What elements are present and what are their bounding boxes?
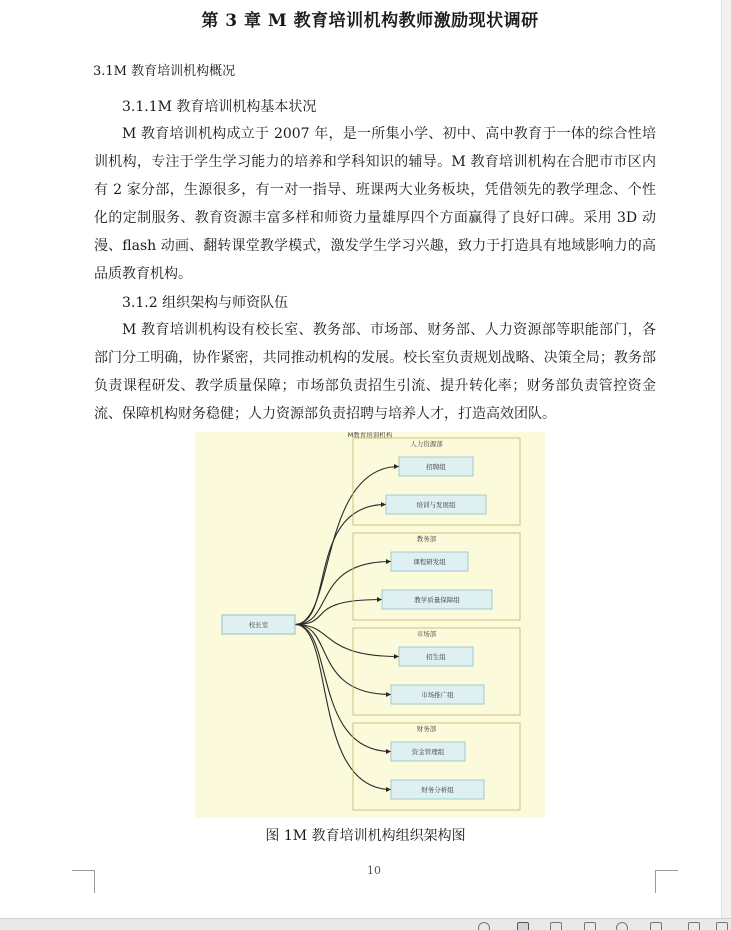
group-label-2: 教务部 bbox=[416, 535, 437, 543]
group-label-3: 市场部 bbox=[416, 630, 437, 638]
child-node-label: 课程研发组 bbox=[413, 558, 446, 566]
root-node-label: 校长室 bbox=[248, 621, 269, 629]
vertical-scrollbar[interactable] bbox=[721, 0, 731, 918]
org-chart-figure bbox=[195, 432, 545, 818]
root-node bbox=[222, 615, 295, 634]
child-node-label: 教学质量保障组 bbox=[414, 596, 460, 604]
subsection-heading-2: 3.1.2 组织架构与师资队伍 bbox=[122, 295, 289, 311]
child-node-label: 资金管理组 bbox=[411, 748, 445, 756]
paragraph-1: M 教育培训机构成立于 2007 年，是一所集小学、初中、高中教育于一体的综合性培训机构，专注于学生学习能力的培养和学科知识的辅导。M 教育培训机构在合肥市市区内有 2 家分部，生源很多，有一对一指导、班课两大业务板块，凭借领先的教学理念、个性化的定制服务、教育资源丰富多样和师资力量雄厚四个方面赢得了良好口碑。采用 3D 动漫、flash 动画、翻转课堂教学模式，激发学生学习兴趣，致力于打造具有地域影响力的高品质教育机构。 bbox=[94, 126, 656, 282]
child-node-label: 市场推广组 bbox=[421, 691, 454, 699]
child-node-label: 财务分析组 bbox=[421, 786, 454, 794]
page-number: 10 bbox=[367, 864, 381, 877]
figure-title: M教育培训机构 bbox=[347, 432, 393, 439]
subsection-heading-1: 3.1.1M 教育培训机构基本状况 bbox=[122, 99, 317, 115]
paragraph-2: M 教育培训机构设有校长室、教务部、市场部、财务部、人力资源部等职能部门，各部门分工明确，协作紧密，共同推动机构的发展。校长室负责规划战略、决策全局；教务部负责课程研发、教学质量保障；市场部负责招生引流、提升转化率；财务部负责管控资金流、保障机构财务稳健；人力资源部负责招聘与培养人才，打造高效团队。 bbox=[94, 322, 656, 422]
crop-mark-left bbox=[72, 870, 95, 893]
status-bar bbox=[0, 918, 731, 930]
crop-mark-right bbox=[655, 870, 678, 893]
child-node-label: 招聘组 bbox=[426, 463, 446, 471]
figure-caption: 图 1M 教育培训机构组织架构图 bbox=[265, 828, 466, 844]
group-label-4: 财务部 bbox=[416, 725, 437, 733]
group-label-1: 人力资源部 bbox=[410, 440, 443, 448]
chapter-title: 第 3 章 M 教育培训机构教师激励现状调研 bbox=[201, 11, 539, 31]
child-node-label: 招生组 bbox=[426, 653, 446, 661]
section-heading: 3.1M 教育培训机构概况 bbox=[93, 64, 236, 79]
child-node-label: 培训与发展组 bbox=[416, 501, 456, 509]
org-chart bbox=[195, 432, 545, 818]
